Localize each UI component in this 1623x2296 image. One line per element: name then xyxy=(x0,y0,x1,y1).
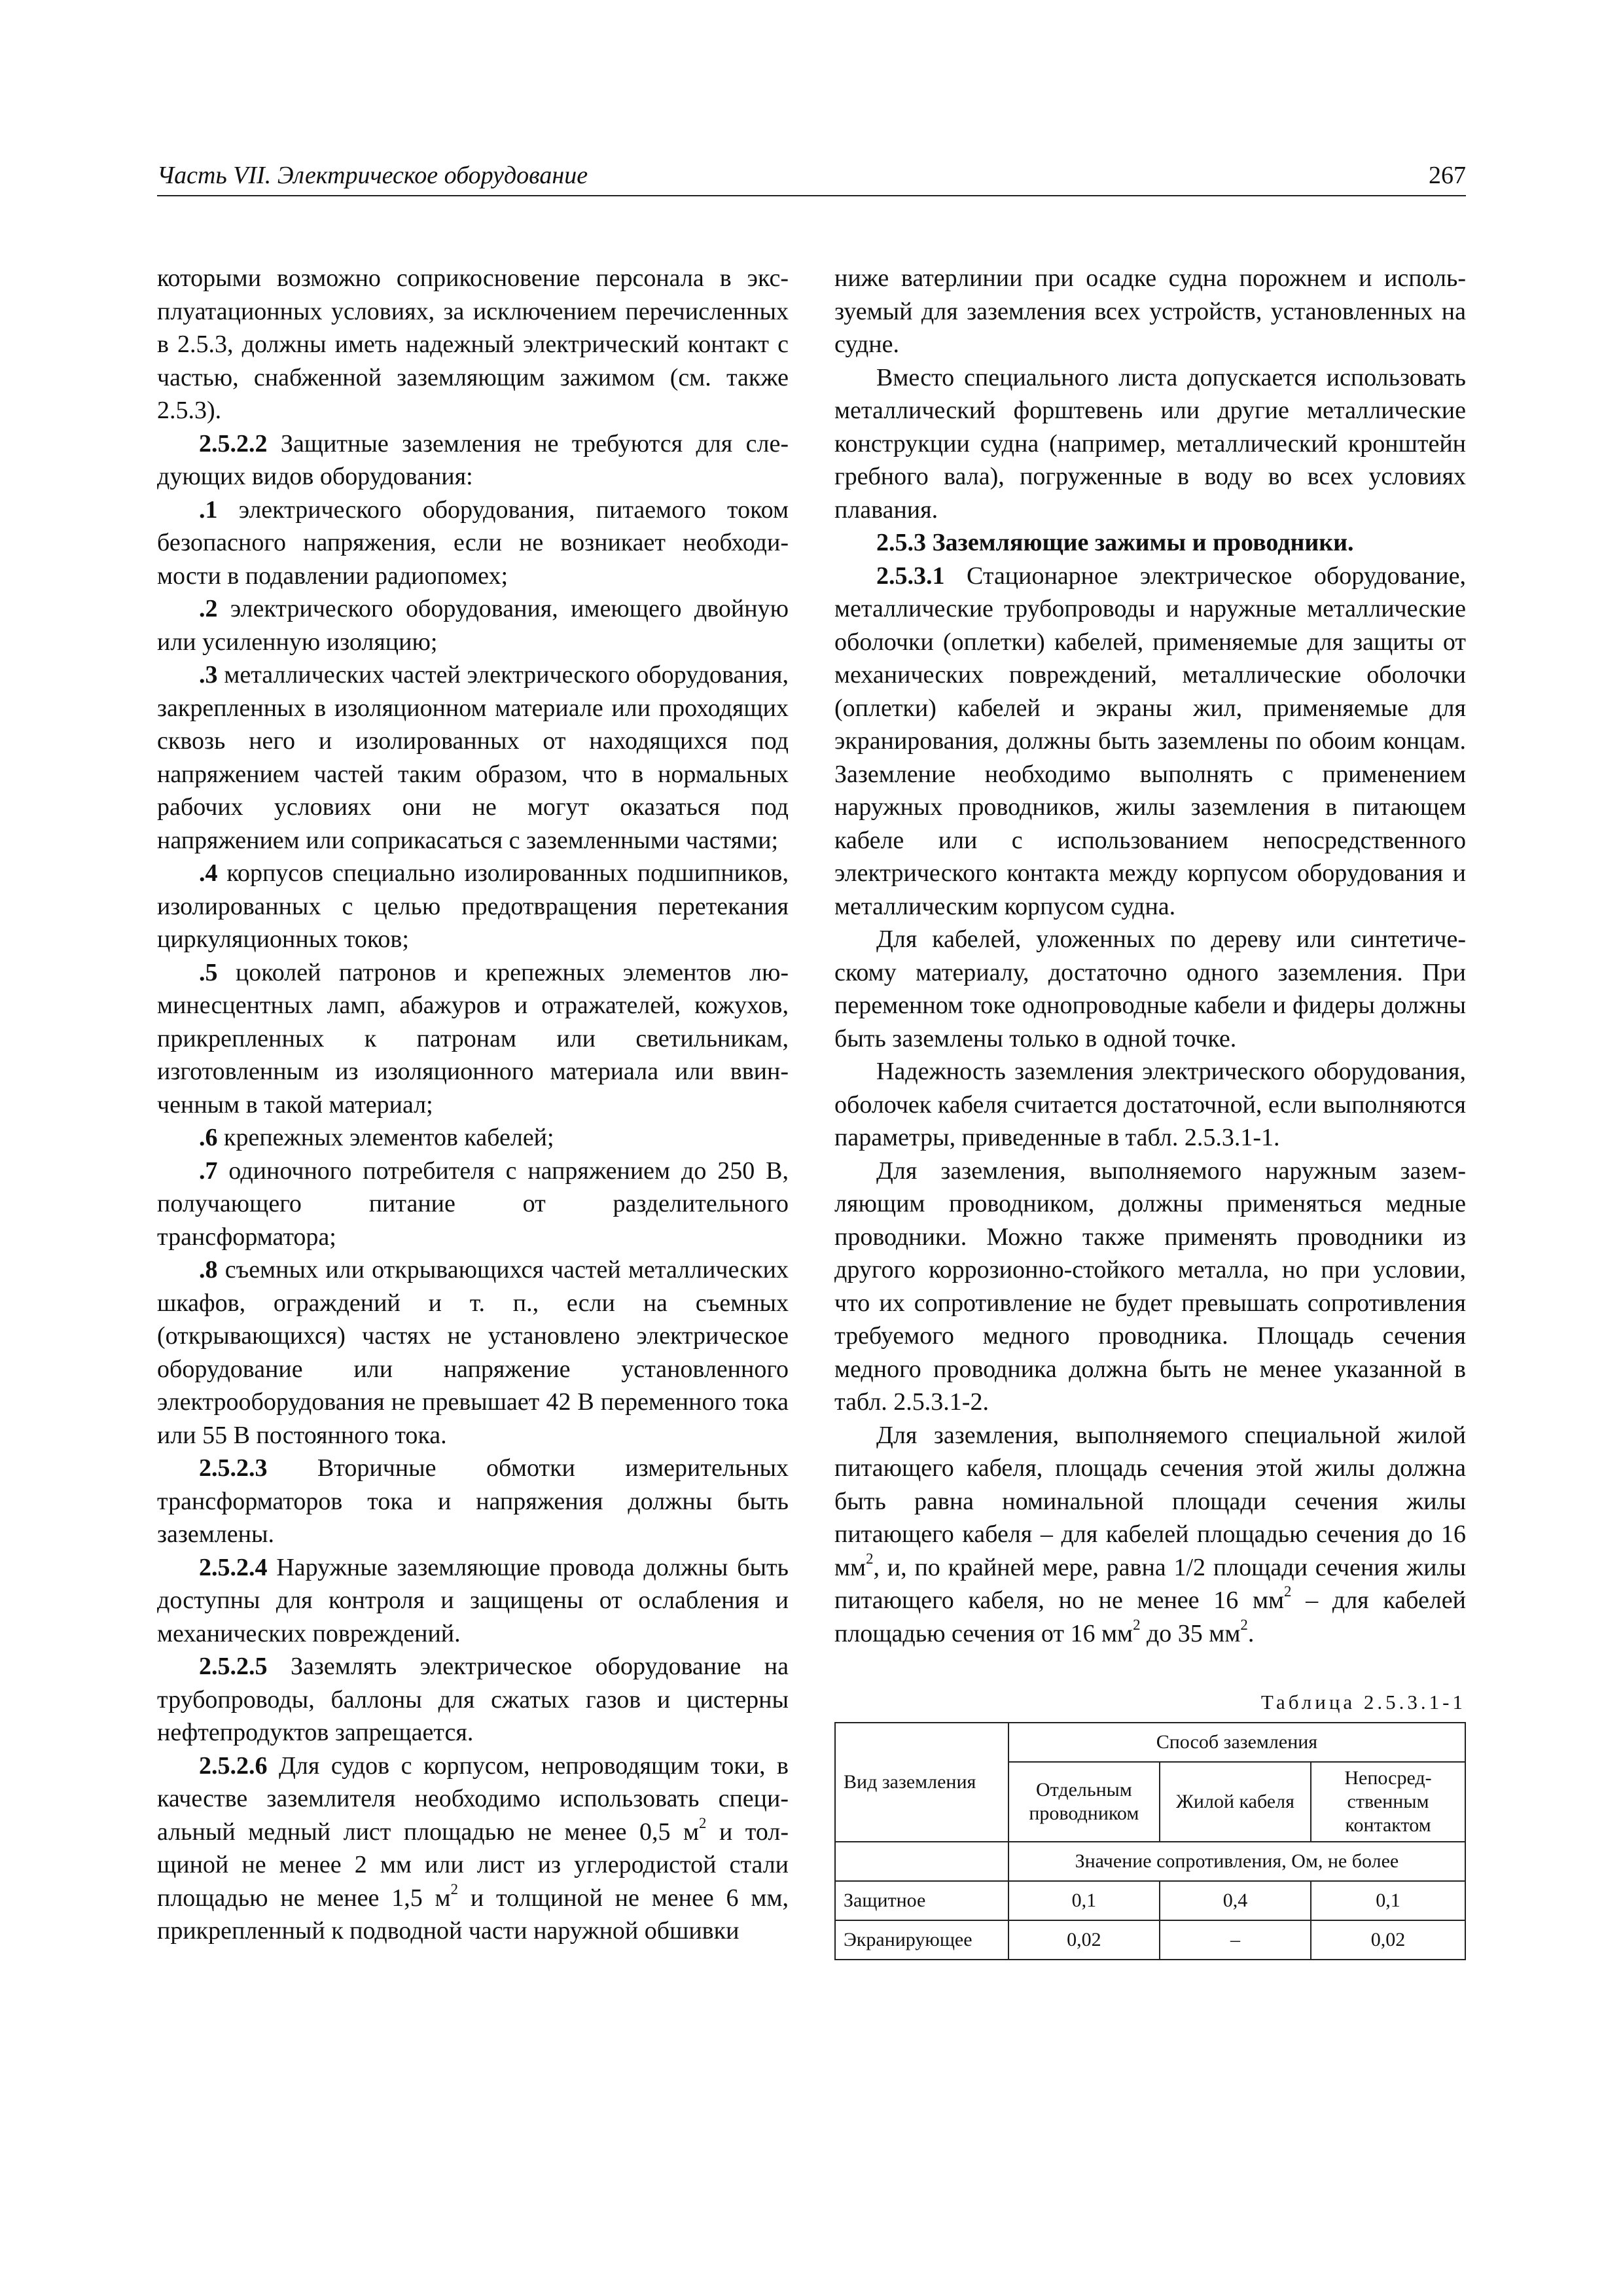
item-number: .2 xyxy=(199,595,218,622)
cell-direct: 0,02 xyxy=(1311,1920,1465,1960)
paragraph-text: которыми возможно соприкосновение персонала в эксплуатационных условиях, за исключением перечисленных в 2.5.3, должны иметь надежный электрический контакт с частью, снабженной заземляющим зажимом (см. также 2.5.3). xyxy=(157,264,789,424)
list-item xyxy=(157,592,789,658)
list-item xyxy=(157,956,789,1122)
paragraph xyxy=(834,923,1466,1055)
clause-text: и толщиной не менее 2 мм или лист из углеродистой стали площадью не менее 1,5 м xyxy=(157,1818,789,1912)
header-cell-empty xyxy=(835,1842,1008,1881)
clause-2-5-2-3 xyxy=(157,1452,789,1551)
resistance-table xyxy=(834,1722,1466,1960)
table-row xyxy=(835,1881,1465,1920)
header-cell-separate: Отдельным проводником xyxy=(1008,1762,1160,1842)
header-cell-method: Способ заземления xyxy=(1008,1723,1465,1762)
item-text: металлических частей электрического оборудования, закрепленных в изоляционном материале или проходящих сквозь него и изолированных от находящихся под напряжением частей таким образом, что в нормальных рабочих условиях они не могут оказаться под напряжением или соприкасаться с заземленными частями; xyxy=(157,661,789,854)
clause-text: Заземлять электрическое оборудование на трубопроводы, баллоны для сжатых газов и цистерны нефтепродуктов запрещается. xyxy=(157,1653,789,1746)
clause-number: 2.5.3.1 xyxy=(876,562,945,590)
list-item xyxy=(157,1253,789,1452)
paragraph-text: , и, по крайней мере, равна 1/2 площади сечения жилы питающего кабеля, но не менее 16 мм xyxy=(834,1553,1466,1614)
clause-number: 2.5.2.4 xyxy=(199,1553,268,1581)
clause-2-5-2-5 xyxy=(157,1650,789,1749)
paragraph xyxy=(834,1055,1466,1155)
superscript: 2 xyxy=(1284,1583,1292,1600)
list-item xyxy=(157,493,789,593)
cell-kind: Защитное xyxy=(835,1881,1008,1920)
paragraph-text: Для заземления, выполняемого наружным заземляющим проводником, должны применяться медные проводники. Можно также применять проводники из другого коррозионно-стойкого металла, но при условии, что их сопротивление не будет превышать сопротивления требуемого медного проводника. Площадь сечения медного проводника должна быть не менее указанной в табл. 2.5.3.1-2. xyxy=(834,1157,1466,1416)
cell-separate: 0,1 xyxy=(1008,1881,1160,1920)
cell-direct: 0,1 xyxy=(1311,1881,1465,1920)
clause-2-5-2-2 xyxy=(157,427,789,493)
paragraph-text: – для кабелей площадью сечения от 16 мм xyxy=(834,1587,1466,1647)
cell-separate: 0,02 xyxy=(1008,1920,1160,1960)
item-text: электрического оборудования, питаемого током безопасного напряжения, если не возникает необходимости в подавлении радиопомех; xyxy=(157,495,789,590)
paragraph-text: Для кабелей, уложенных по дереву или синтетическому материалу, достаточно одного заземления. При переменном токе однопроводные кабели и фидеры должны быть заземлены только в одной точке. xyxy=(834,925,1466,1052)
header-cell-kind: Вид заземления xyxy=(835,1723,1008,1842)
clause-number: 2.5.2.3 xyxy=(199,1454,268,1482)
clause-text: Защитные заземления не требуются для следующих видов оборудования: xyxy=(157,429,789,490)
item-number: .6 xyxy=(199,1124,218,1151)
cell-core: – xyxy=(1160,1920,1311,1960)
clause-2-5-2-6 xyxy=(157,1749,789,1948)
header-cell-units: Значение сопротивления, Ом, не более xyxy=(1008,1842,1465,1881)
item-text: одиночного потребителя с напряжением до 250 В, получающего питание от разделительного трансформатора; xyxy=(157,1157,789,1251)
paragraph-text: Для заземления, выполняемого специальной жилой питающего кабеля, площадь сечения этой жилы должна быть равна номинальной площади сечения жилы питающего кабеля – для кабелей площадью сечения до 16 мм xyxy=(834,1421,1466,1581)
paragraph xyxy=(834,1155,1466,1419)
paragraph-text: Вместо специального листа допускается использовать металлический форштевень или другие металлические конструкции судна (например, металлический кронштейн гребного вала), погруженные в воду во всех условиях плавания. xyxy=(834,363,1466,524)
superscript: 2 xyxy=(699,1814,707,1831)
item-number: .7 xyxy=(199,1157,218,1185)
clause-text: Наружные заземляющие провода должны быть доступны для контроля и защищены от ослабления и механических повреждений. xyxy=(157,1553,789,1647)
running-header xyxy=(157,156,1466,196)
header-cell-direct: Непосредственным контактом xyxy=(1311,1762,1465,1842)
clause-number: 2.5.2.5 xyxy=(199,1653,268,1680)
paragraph-text: Надежность заземления электрического оборудования, оболочек кабеля считается достаточной, если выполняются параметры, приведенные в табл. 2.5.3.1-1. xyxy=(834,1058,1466,1151)
paragraph xyxy=(834,361,1466,527)
table-block xyxy=(834,1688,1466,1960)
list-item xyxy=(157,857,789,956)
paragraph xyxy=(834,262,1466,361)
item-number: .5 xyxy=(199,958,218,986)
paragraph-text: . xyxy=(1247,1619,1255,1647)
clause-number: 2.5.2.2 xyxy=(199,429,268,457)
list-item xyxy=(157,1155,789,1254)
superscript: 2 xyxy=(866,1550,874,1567)
list-item xyxy=(157,658,789,857)
table-row xyxy=(835,1920,1465,1960)
section-heading-text: 2.5.3 Заземляющие зажимы и проводники. xyxy=(876,529,1354,556)
running-title: Часть VII. Электрическое оборудование xyxy=(157,162,588,189)
right-column xyxy=(834,262,1466,1960)
page-number: 267 xyxy=(1429,162,1466,189)
item-text: электрического оборудования, имеющего двойную или усиленную изоляцию; xyxy=(157,595,789,656)
item-text: крепежных элементов кабелей; xyxy=(217,1124,554,1151)
clause-2-5-3-1 xyxy=(834,560,1466,924)
superscript: 2 xyxy=(1133,1616,1141,1633)
item-text: съемных или открывающихся частей металлических шкафов, ограждений и т. п., если на съемных (открывающихся) частях не установлено электрическое оборудование или напряжение установленного электрооборудования не превышает 42 В переменного тока или 55 В постоянного тока. xyxy=(157,1256,789,1449)
clause-text: Вторичные обмотки измерительных трансформаторов тока и напряжения должны быть заземлены. xyxy=(157,1454,789,1548)
clause-text: Стационарное электрическое оборудование, металлические трубопроводы и наружные металлические оболочки (оплетки) кабелей, применяемые для защиты от механических повреждений, металлические оболочки (оплетки) кабелей и экраны жил, применяемые для экранирования, должны быть заземлены по обоим концам. Заземление необходимо выполнять с применением наружных проводников, жилы заземления в питающем кабеле или с использованием непосредственного электрического контакта между корпусом оборудования и металлическим корпусом судна. xyxy=(834,562,1466,920)
header-cell-core: Жилой кабеля xyxy=(1160,1762,1311,1842)
cell-core: 0,4 xyxy=(1160,1881,1311,1920)
clause-text: Для судов с корпусом, непроводящим токи, в качестве заземлителя необходимо использовать специальный медный лист площадью не менее 0,5 м xyxy=(157,1751,789,1846)
superscript: 2 xyxy=(450,1880,458,1897)
paragraph xyxy=(157,262,789,427)
item-number: .1 xyxy=(199,495,218,524)
clause-text: и толщиной не менее 6 мм, прикрепленный к подводной части наружной обшивки xyxy=(157,1884,789,1945)
superscript: 2 xyxy=(1240,1616,1248,1633)
table-caption: Таблица 2.5.3.1-1 xyxy=(1260,1691,1466,1713)
item-number: .4 xyxy=(199,859,218,887)
clause-2-5-2-4 xyxy=(157,1551,789,1651)
paragraph-text: до 35 мм xyxy=(1140,1619,1241,1647)
left-column xyxy=(157,262,789,1948)
item-number: .8 xyxy=(199,1256,218,1283)
item-text: цоколей патронов и крепежных элементов люминесцентных ламп, абажуров и отражателей, кожухов, прикрепленных к патронам или светильникам, изготовленным из изоляционного материала или ввинченным в такой материал; xyxy=(157,958,789,1119)
clause-number: 2.5.2.6 xyxy=(199,1751,268,1780)
cell-kind: Экранирующее xyxy=(835,1920,1008,1960)
section-heading xyxy=(834,526,1466,560)
list-item xyxy=(157,1121,789,1155)
paragraph xyxy=(834,1419,1466,1651)
item-text: корпусов специально изолированных подшипников, изолированных с целью предотвращения перетекания циркуляционных токов; xyxy=(157,859,789,953)
paragraph-text: ниже ватерлинии при осадке судна порожнем и используемый для заземления всех устройств, установленных на судне. xyxy=(834,264,1466,358)
item-number: .3 xyxy=(199,661,218,689)
